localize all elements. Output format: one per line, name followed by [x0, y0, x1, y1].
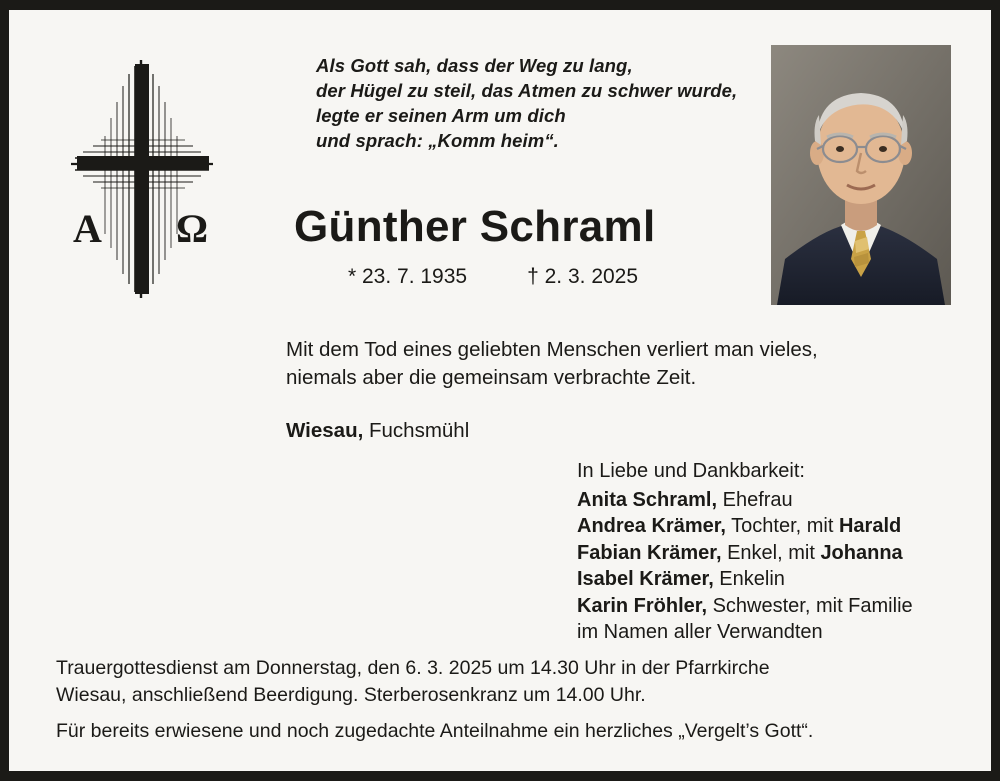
family-member-relation: Tochter, mit [725, 515, 839, 537]
family-member-relation: Enkelin [713, 568, 785, 590]
family-member [577, 566, 977, 593]
family-member-name: Andrea Krämer, [577, 515, 726, 537]
verse-line: Als Gott sah, dass der Weg zu lang, [316, 55, 633, 76]
verse-block [316, 53, 786, 153]
verse-line: der Hügel zu steil, das Atmen zu schwer wurde, [316, 80, 738, 101]
death-date: † 2. 3. 2025 [527, 265, 639, 288]
place-secondary: Fuchsmühl [363, 419, 470, 442]
family-member-partner: Harald [838, 515, 902, 537]
place-primary: Wiesau, [286, 419, 364, 442]
family-member-name: Fabian Krämer, [577, 541, 722, 564]
verse-line: legte er seinen Arm um dich [316, 105, 566, 126]
family-member-name: Anita Schraml, [577, 488, 718, 511]
family-member-relation: Ehefrau [717, 488, 793, 511]
family-member [577, 593, 977, 620]
service-line: Trauergottesdienst am Donnerstag, den 6. 3. 2025 um 14.30 Uhr in der Pfarrkirche [56, 657, 770, 679]
place-line [286, 419, 469, 443]
alpha-glyph: Α [73, 206, 102, 251]
life-dates [348, 265, 748, 289]
family-member [577, 487, 977, 514]
family-member [577, 540, 977, 567]
deceased-name: Günther Schraml [294, 202, 656, 251]
memorial-line: Mit dem Tod eines geliebten Menschen verliert man vieles, [286, 338, 818, 361]
birth-date: * 23. 7. 1935 [348, 265, 468, 288]
service-details [56, 655, 966, 745]
verse-line: und sprach: „Komm heim“. [316, 130, 559, 151]
family-member-relation: Schwester, mit Familie [707, 594, 913, 617]
family-closing: im Namen aller Verwandten [577, 621, 823, 643]
service-line: Wiesau, anschließend Beerdigung. Sterberosenkranz um 14.00 Uhr. [56, 684, 646, 706]
cross-emblem [43, 52, 228, 302]
family-member-name: Karin Fröhler, [577, 594, 708, 617]
family-block [577, 458, 977, 646]
thanks-line: Für bereits erwiesene und noch zugedachte Anteilnahme ein herzliches „Vergelt’s Gott“. [56, 720, 814, 742]
memorial-line: niemals aber die gemeinsam verbrachte Zeit. [286, 366, 697, 389]
memorial-text [286, 336, 926, 392]
family-heading: In Liebe und Dankbarkeit: [577, 460, 805, 482]
portrait-photo [771, 45, 951, 305]
family-member-name: Isabel Krämer, [577, 568, 714, 590]
omega-glyph: Ω [176, 206, 209, 251]
family-member [577, 513, 977, 540]
obituary-inner [9, 10, 991, 771]
family-member-relation: Enkel, mit [721, 541, 821, 564]
family-member-partner: Johanna [820, 541, 903, 564]
